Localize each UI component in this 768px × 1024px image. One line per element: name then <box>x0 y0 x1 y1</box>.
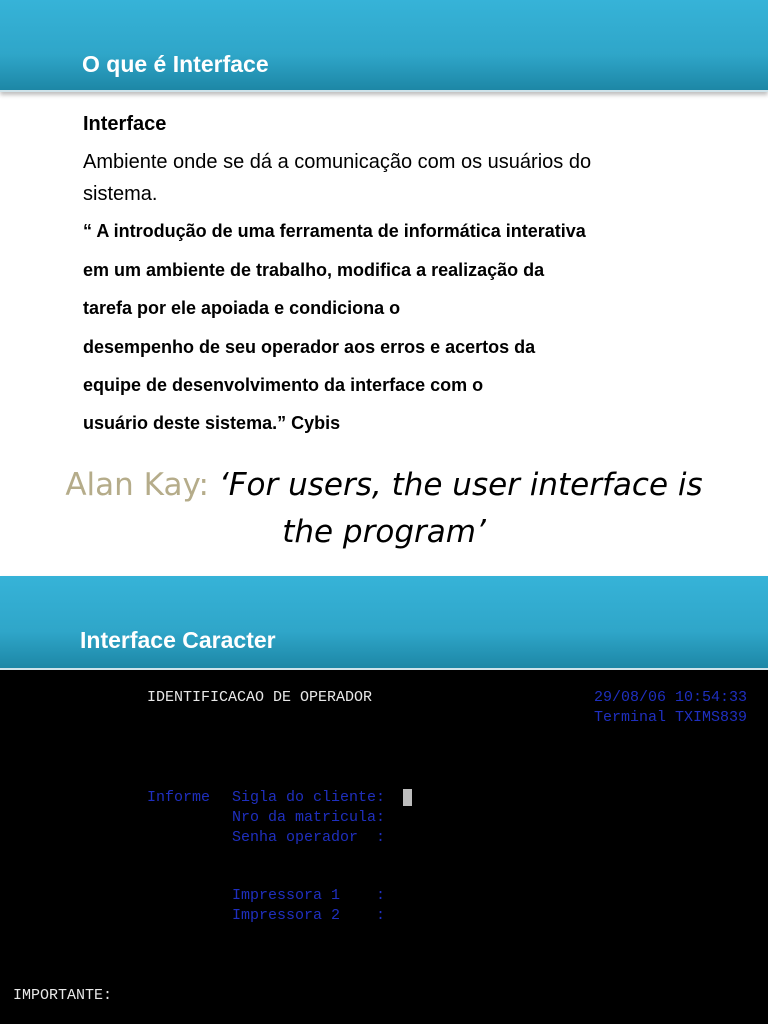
field-sigla-cliente[interactable]: Sigla do cliente: <box>232 789 386 806</box>
field-impressora-1[interactable]: Impressora 1 : <box>232 887 386 904</box>
slide-title: Interface Caracter <box>80 627 276 653</box>
definition-text: Ambiente onde se dá a comunicação com os usuários do sistema. <box>83 151 592 205</box>
alan-kay-quote <box>0 462 768 556</box>
terminal-datetime: 29/08/06 10:54:33 <box>594 689 748 706</box>
terminal-informe-label: Informe <box>147 789 211 806</box>
terminal-screen-title: IDENTIFICACAO DE OPERADOR <box>147 689 373 706</box>
term-label: Interface <box>83 113 167 135</box>
text-cursor <box>403 789 412 806</box>
terminal-id: Terminal TXIMS839 <box>594 709 748 726</box>
terminal-importante-label: IMPORTANTE: <box>13 987 113 1004</box>
quote-line: em um ambiente de trabalho, modifica a realização da <box>83 260 545 280</box>
quote-text-line2: the program’ <box>282 514 486 550</box>
slide-header-bar <box>0 576 768 670</box>
quote-author: Alan Kay: <box>65 467 219 503</box>
field-senha-operador[interactable]: Senha operador : <box>232 829 386 846</box>
quote-line: tarefa por ele apoiada e condiciona o <box>83 298 401 318</box>
quote-line: “ A introdução de uma ferramenta de informática interativa <box>83 221 586 241</box>
quote-line: usuário deste sistema.” Cybis <box>83 413 341 433</box>
quote-line: equipe de desenvolvimento da interface com o <box>83 375 484 395</box>
field-impressora-2[interactable]: Impressora 2 : <box>232 907 386 924</box>
slide-header-bar <box>0 0 768 92</box>
quote-line: desempenho de seu operador aos erros e acertos da <box>83 337 536 357</box>
quote-text-line1: ‘For users, the user interface is <box>218 467 703 503</box>
field-nro-matricula[interactable]: Nro da matricula: <box>232 809 386 826</box>
slide-title: O que é Interface <box>82 51 269 77</box>
